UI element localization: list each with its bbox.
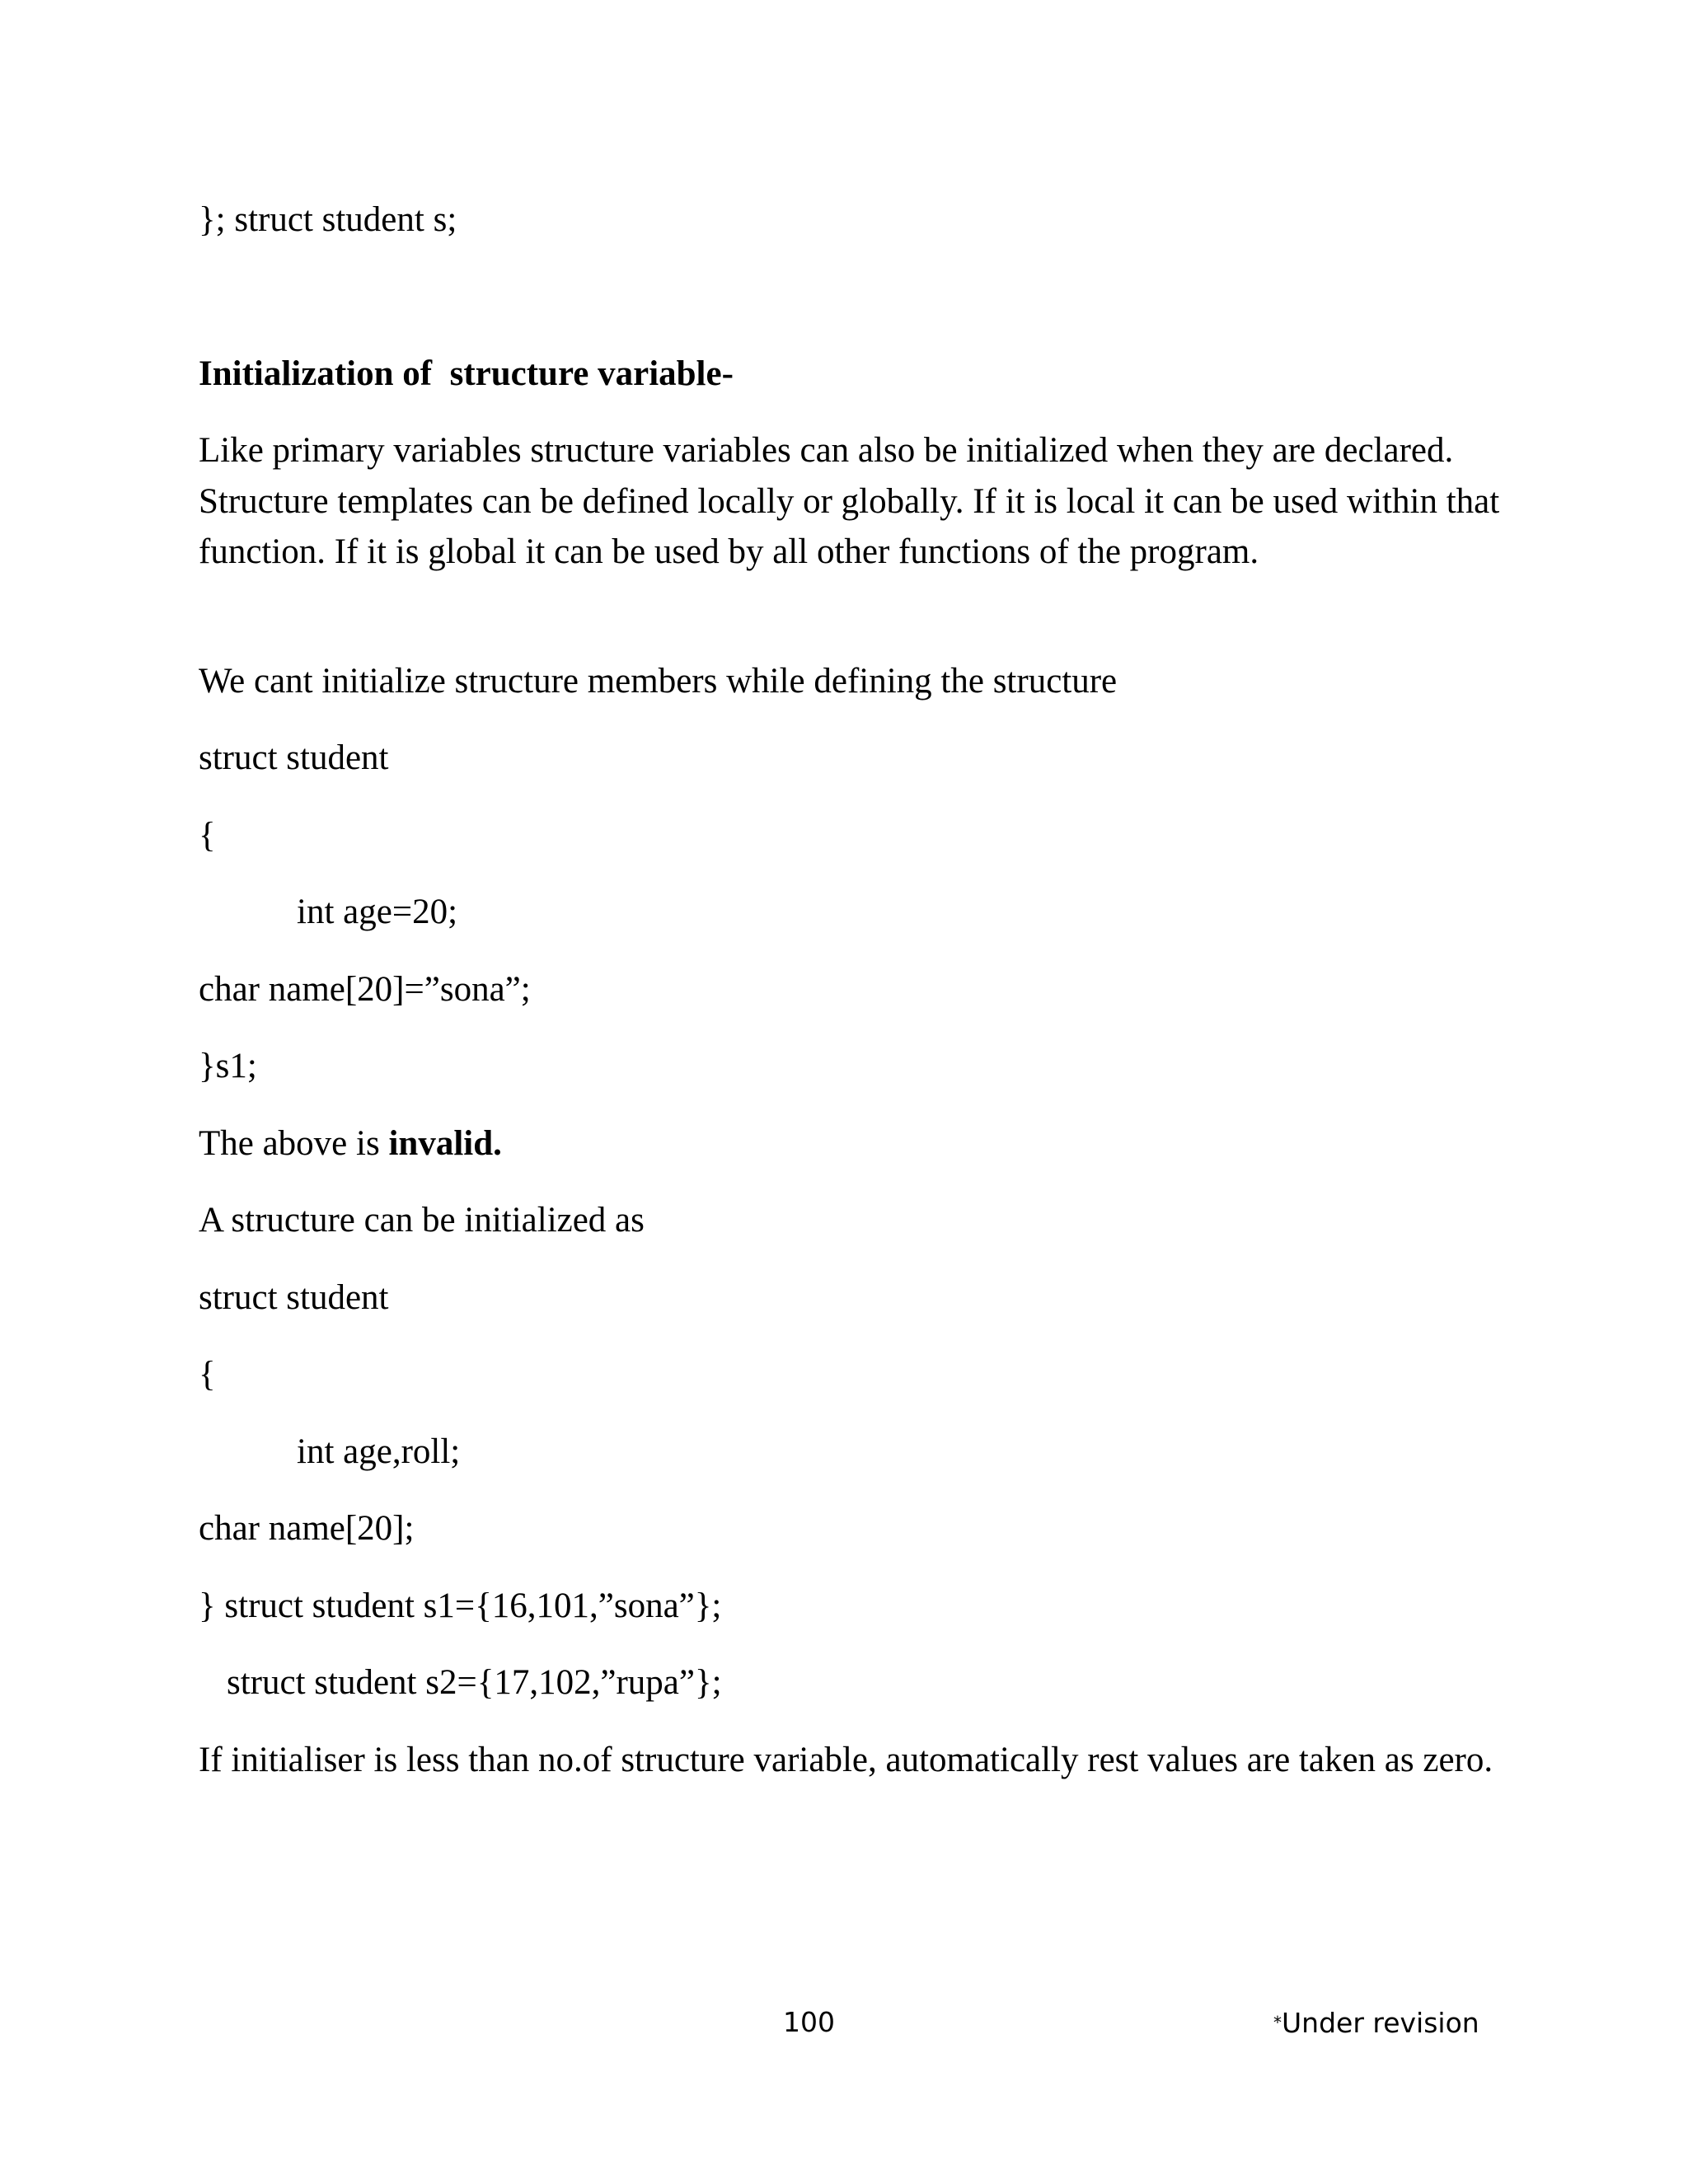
- invalid-example-line-1: struct student: [199, 738, 389, 777]
- valid-example-line-5: } struct student s1={16,101,”sona”};: [199, 1586, 722, 1625]
- page-number: 100: [783, 2006, 835, 2038]
- valid-intro-text: A structure can be initialized as: [199, 1201, 645, 1240]
- invalid-statement-bold: invalid.: [388, 1124, 502, 1163]
- invalid-statement: [199, 1118, 502, 1169]
- invalid-example-line-3: int age=20;: [297, 893, 458, 931]
- revision-note: [1273, 2006, 1479, 2040]
- invalid-statement-prefix: The above is: [199, 1124, 389, 1163]
- intro-paragraph: Like primary variables structure variables can also be initialized when they are declared. Structure templates can be defined locally or globally. If it is local it can be used within that function. If it is global it can be used by all other functions of the program.: [199, 431, 1500, 571]
- invalid-example-line-2: {: [199, 816, 216, 855]
- cant-initialize-text: We cant initialize structure members while defining the structure: [199, 662, 1118, 701]
- valid-example-line-4: char name[20];: [199, 1509, 415, 1548]
- valid-example-line-1: struct student: [199, 1278, 389, 1317]
- invalid-example-line-5: }s1;: [199, 1047, 257, 1085]
- code-line-struct-closing: }; struct student s;: [199, 200, 457, 239]
- invalid-example-line-4: char name[20]=”sona”;: [199, 970, 531, 1009]
- closing-paragraph: If initialiser is less than no.of structure variable, automatically rest values are taken as zero.: [199, 1741, 1493, 1779]
- section-heading: Initialization of structure variable-: [199, 354, 734, 393]
- valid-example-line-2: {: [199, 1355, 216, 1394]
- revision-label: Under revision: [1282, 2007, 1479, 2039]
- valid-example-line-6: struct student s2={17,102,”rupa”};: [227, 1663, 722, 1702]
- revision-star: *: [1273, 2013, 1282, 2032]
- valid-example-line-3: int age,roll;: [297, 1432, 461, 1471]
